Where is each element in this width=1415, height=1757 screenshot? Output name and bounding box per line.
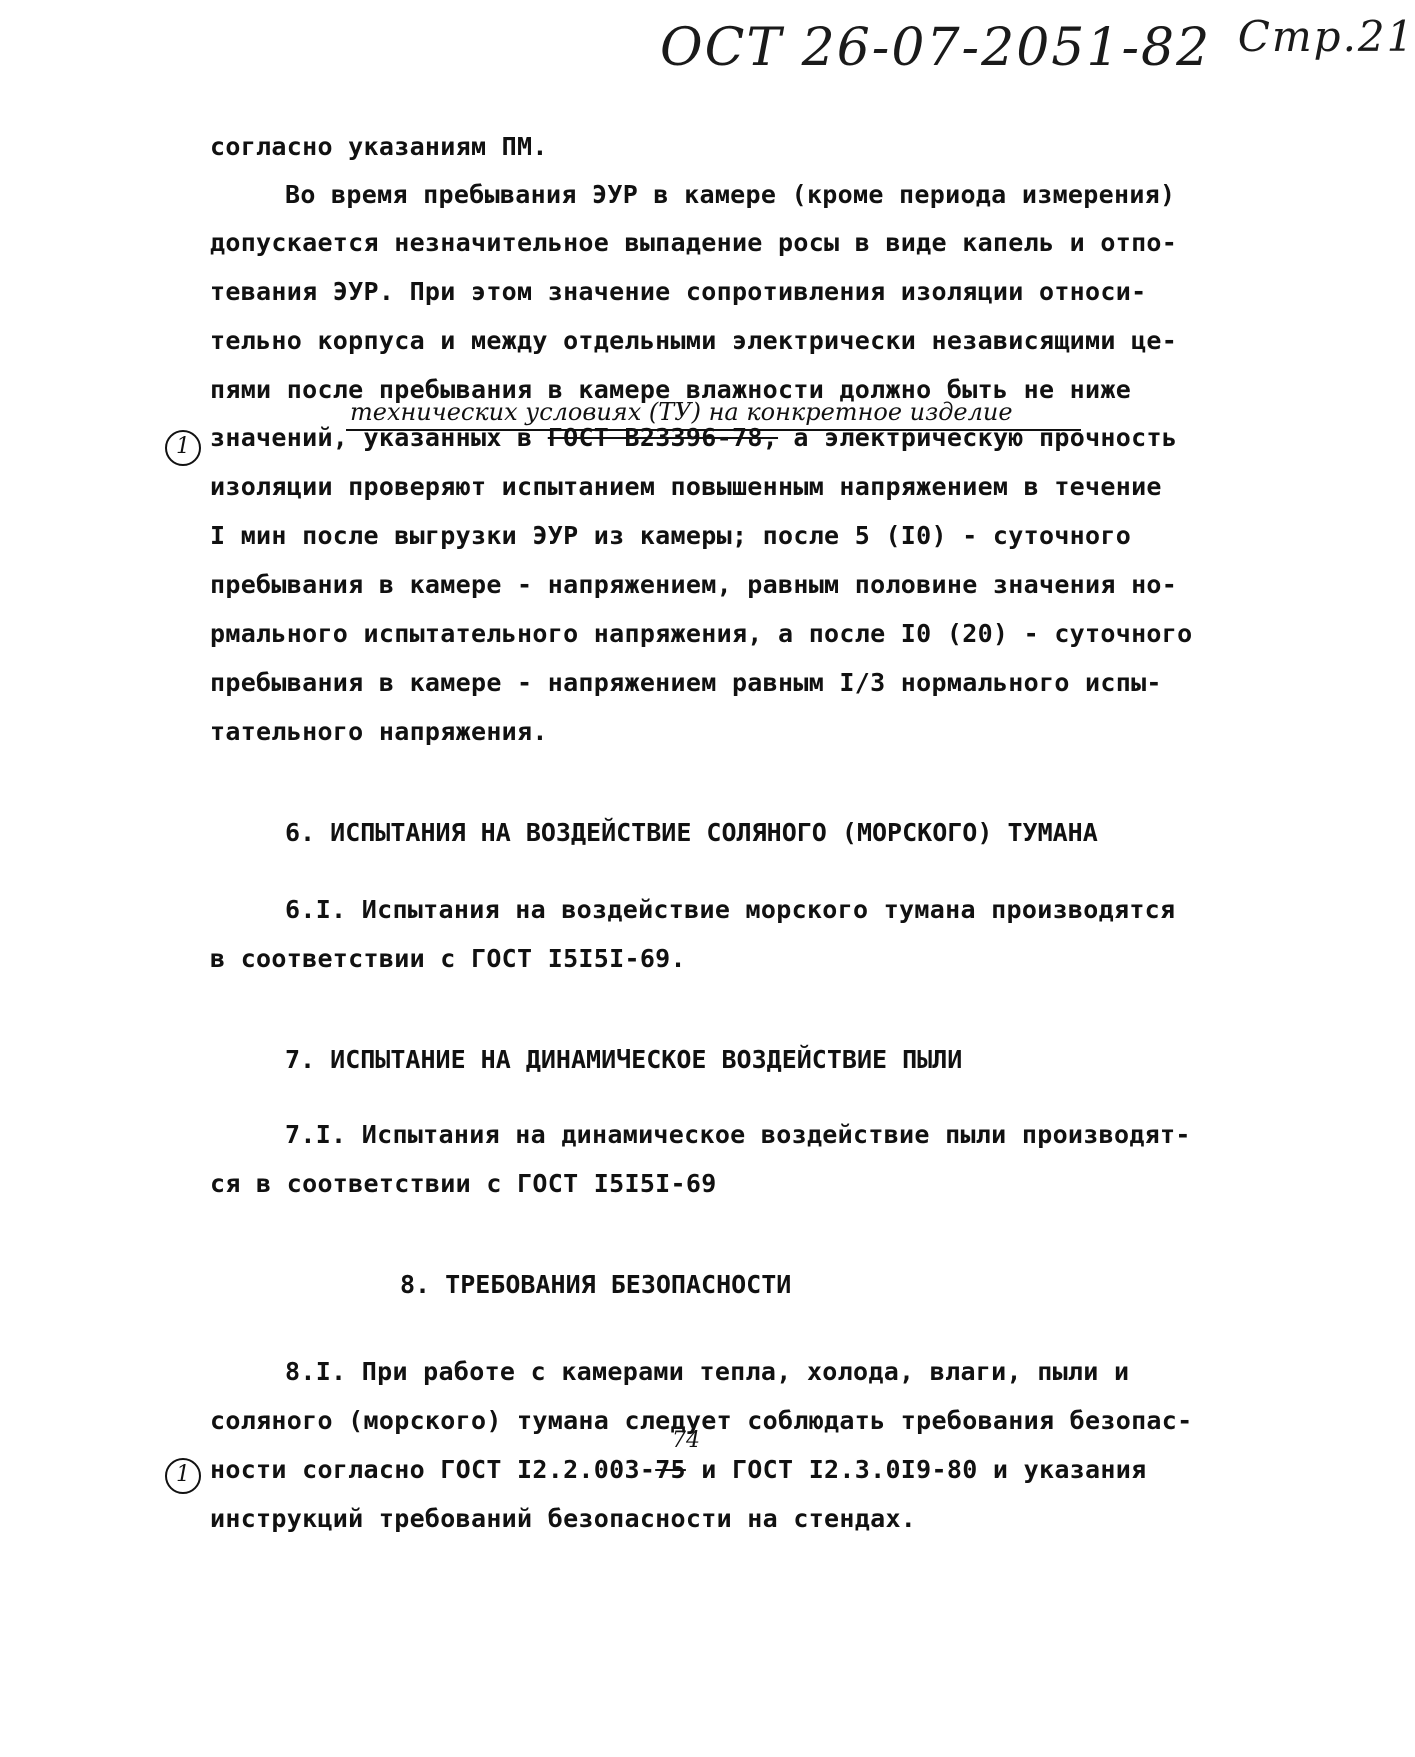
para1-line9: I мин после выгрузки ЭУР из камеры; после 5 (I0) - суточного <box>210 521 1132 550</box>
handwritten-insertion: технических условиях (ТУ) на конкретное изделие <box>350 398 1013 426</box>
struck-gost-reference: ГОСТ В23396-78, <box>547 423 779 452</box>
section8-heading: 8. ТРЕБОВАНИЯ БЕЗОПАСНОСТИ <box>400 1270 792 1299</box>
document-code-header <box>660 12 1415 78</box>
struck-year: 75 <box>655 1455 686 1484</box>
para1-line6: пями после пребывания в камере влажности должно быть не ниже <box>210 375 1132 404</box>
para1-line4: тевания ЭУР. При этом значение сопротивления изоляции относи- <box>210 277 1147 306</box>
section6-line2: в соответствии с ГОСТ I5I5I-69. <box>210 944 686 973</box>
section7-line2: ся в соответствии с ГОСТ I5I5I-69 <box>210 1169 717 1198</box>
para1-line2: Во время пребывания ЭУР в камере (кроме периода измерения) <box>285 180 1176 209</box>
section8-line2: соляного (морского) тумана следует соблюдать требования безопас- <box>210 1406 1193 1435</box>
section8-line4: инструкций требований безопасности на стендах. <box>210 1504 917 1533</box>
para1-line8: изоляции проверяют испытанием повышенным напряжением в течение <box>210 472 1162 501</box>
para1-line7 <box>210 423 1177 452</box>
section7-line1: 7.I. Испытания на динамическое воздействие пыли производят- <box>285 1120 1191 1149</box>
para1-line12: пребывания в камере - напряжением равным I/3 нормального испы- <box>210 668 1162 697</box>
margin-change-mark-1: 1 <box>165 430 201 466</box>
para1-line11: рмального испытательного напряжения, а после I0 (20) - суточного <box>210 619 1193 648</box>
section8-line1: 8.I. При работе с камерами тепла, холода, влаги, пыли и <box>285 1357 1130 1386</box>
handwritten-correction: 74 <box>672 1428 700 1453</box>
section6-line1: 6.I. Испытания на воздействие морского тумана производятся <box>285 895 1176 924</box>
para1-line13: тательного напряжения. <box>210 717 548 746</box>
document-code: ОСТ 26-07-2051-82 <box>660 18 1212 78</box>
para1-line5: тельно корпуса и между отдельными электрически независящими це- <box>210 326 1178 355</box>
line3-after: и ГОСТ I2.3.0I9-80 и указания <box>685 1455 1147 1484</box>
page-number: Стр.21 <box>1237 12 1415 61</box>
section6-heading: 6. ИСПЫТАНИЯ НА ВОЗДЕЙСТВИЕ СОЛЯНОГО (МОРСКОГО) ТУМАНА <box>285 818 1098 847</box>
line7-after: а электрическую прочность <box>793 423 1178 452</box>
para1-line1: согласно указаниям ПМ. <box>210 132 548 161</box>
line7-before: значений, указанных в <box>210 423 533 452</box>
para1-line10: пребывания в камере - напряжением, равным половине значения но- <box>210 570 1178 599</box>
section7-heading: 7. ИСПЫТАНИЕ НА ДИНАМИЧЕСКОЕ ВОЗДЕЙСТВИЕ ПЫЛИ <box>285 1045 963 1074</box>
margin-change-mark-2: 1 <box>165 1458 201 1494</box>
section8-line3 <box>210 1455 1146 1484</box>
line3-before: ности согласно ГОСТ I2.2.003- <box>210 1455 656 1484</box>
para1-line3: допускается незначительное выпадение росы в виде капель и отпо- <box>210 228 1178 257</box>
